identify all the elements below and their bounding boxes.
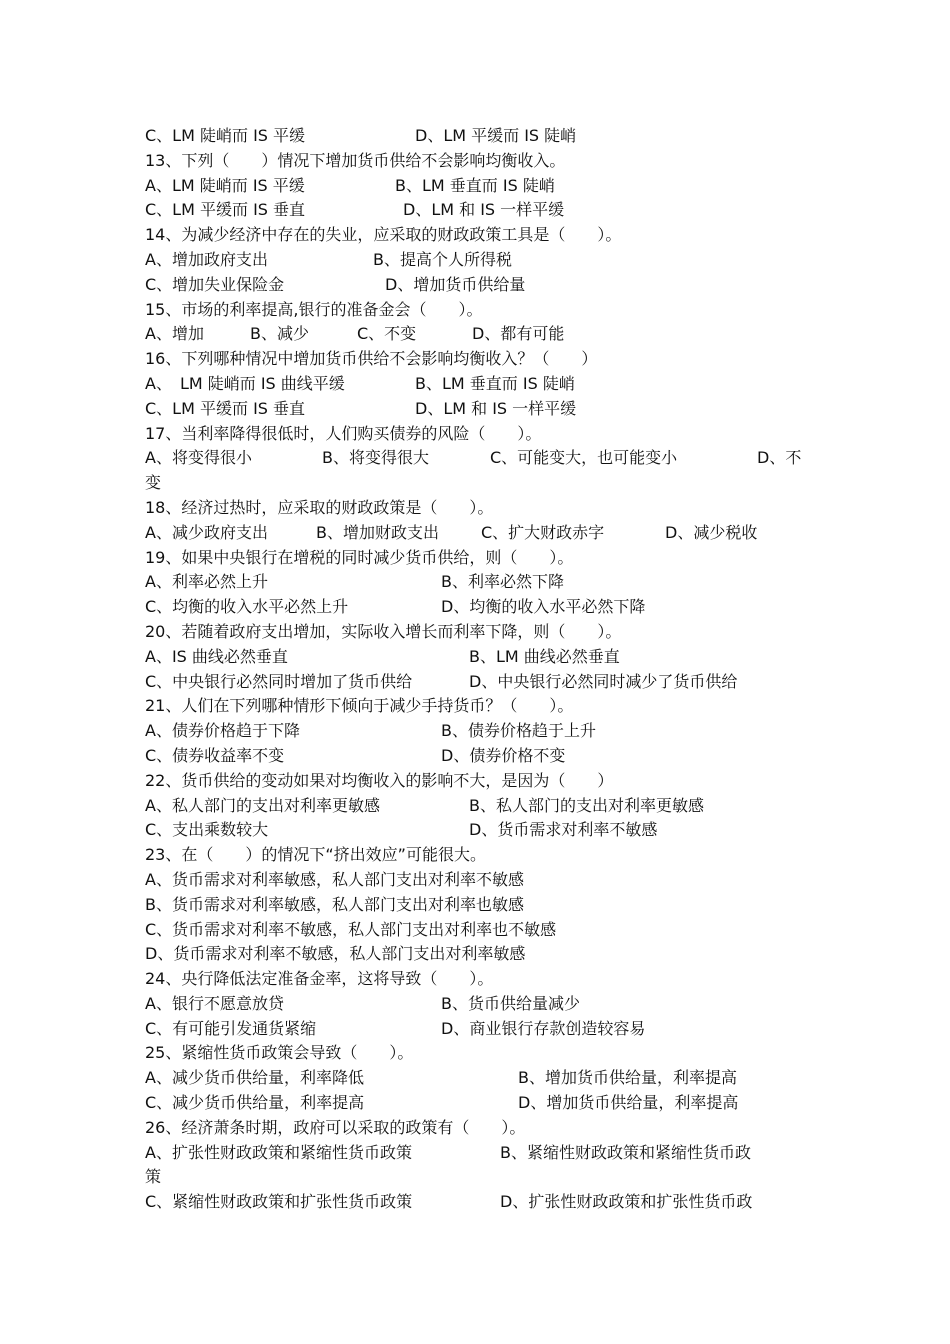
option-text: B、LM 曲线必然垂直 xyxy=(469,646,620,666)
question-text: 21、人们在下列哪种情形下倾向于减少手持货币？（ ）。 xyxy=(145,696,574,716)
question-text: 17、当利率降得很低时，人们购买债券的风险（ ）。 xyxy=(145,423,542,443)
option-text: A、减少货币供给量，利率降低 xyxy=(145,1068,364,1088)
text-line xyxy=(145,471,810,496)
question-text: 14、为减少经济中存在的失业，应采取的财政政策工具是（ ）。 xyxy=(145,225,622,245)
option-text: A、私人部门的支出对利率更敏感 xyxy=(145,795,380,815)
option-text: D、LM 平缓而 IS 陡峭 xyxy=(415,126,577,145)
question-text: 26、经济萧条时期，政府可以采取的政策有（ ）。 xyxy=(145,1117,526,1137)
option-text: A、 LM 陡峭而 IS 曲线平缓 xyxy=(145,373,345,393)
option-text: D、增加货币供给量，利率提高 xyxy=(518,1093,739,1113)
text-line xyxy=(145,595,810,620)
option-text: B、债券价格趋于上升 xyxy=(441,721,596,741)
option-text: A、银行不愿意放贷 xyxy=(145,993,284,1013)
option-text: C、LM 平缓而 IS 垂直 xyxy=(145,398,306,418)
option-text: A、利率必然上升 xyxy=(145,572,268,592)
text-line xyxy=(145,397,810,422)
option-text: C、均衡的收入水平必然上升 xyxy=(145,597,349,617)
option-text: C、扩大财政赤字 xyxy=(481,522,605,542)
option-text: A、债券价格趋于下降 xyxy=(145,721,300,741)
option-text: B、增加财政支出 xyxy=(316,522,439,542)
text-line xyxy=(145,1041,810,1066)
question-text: 22、货币供给的变动如果对均衡收入的影响不大，是因为（ ） xyxy=(145,770,614,790)
text-line xyxy=(145,843,810,868)
text-line xyxy=(145,124,810,149)
option-text: C、不变 xyxy=(357,324,417,344)
question-text: 策 xyxy=(145,1167,162,1187)
text-line xyxy=(145,322,810,347)
option-text: C、减少货币供给量，利率提高 xyxy=(145,1093,365,1113)
option-text: B、提高个人所得税 xyxy=(373,249,512,269)
text-line xyxy=(145,893,810,918)
option-text: C、增加失业保险金 xyxy=(145,274,285,294)
question-text: B、货币需求对利率敏感，私人部门支出对利率也敏感 xyxy=(145,894,524,914)
text-line xyxy=(145,1066,810,1091)
option-text: C、LM 陡峭而 IS 平缓 xyxy=(145,126,306,145)
text-line xyxy=(145,620,810,645)
option-text: C、支出乘数较大 xyxy=(145,820,269,840)
text-line xyxy=(145,496,810,521)
option-text: A、增加政府支出 xyxy=(145,249,268,269)
question-text: 13、下列（ ）情况下增加货币供给不会影响均衡收入。 xyxy=(145,150,566,170)
question-text: D、货币需求对利率不敏感，私人部门支出对利率敏感 xyxy=(145,944,526,964)
option-text: D、减少税收 xyxy=(665,522,758,542)
question-text: 25、紧缩性货币政策会导致（ ）。 xyxy=(145,1043,414,1063)
option-text: C、债券收益率不变 xyxy=(145,745,285,765)
text-line xyxy=(145,521,810,546)
text-line xyxy=(145,298,810,323)
text-line xyxy=(145,546,810,571)
question-text: 23、在（ ）的情况下“挤出效应”可能很大。 xyxy=(145,845,486,865)
option-text: C、紧缩性财政政策和扩张性货币政策 xyxy=(145,1192,413,1212)
question-text: A、货币需求对利率敏感，私人部门支出对利率不敏感 xyxy=(145,869,524,889)
option-text: B、紧缩性财政政策和紧缩性货币政 xyxy=(500,1142,751,1162)
text-line xyxy=(145,422,810,447)
option-text: D、货币需求对利率不敏感 xyxy=(469,820,658,840)
text-line xyxy=(145,372,810,397)
text-line xyxy=(145,918,810,943)
option-text: A、IS 曲线必然垂直 xyxy=(145,646,288,666)
text-line xyxy=(145,446,810,471)
option-text: A、减少政府支出 xyxy=(145,522,268,542)
option-text: D、扩张性财政政策和扩张性货币政 xyxy=(500,1192,753,1212)
question-text: 18、经济过热时，应采取的财政政策是（ ）。 xyxy=(145,497,494,517)
option-text: B、减少 xyxy=(250,324,309,344)
question-text: 16、下列哪种情况中增加货币供给不会影响均衡收入？（ ） xyxy=(145,349,598,369)
question-text: 19、如果中央银行在增税的同时减少货币供给，则（ ）。 xyxy=(145,547,574,567)
text-line xyxy=(145,744,810,769)
option-text: D、债券价格不变 xyxy=(441,745,566,765)
text-line xyxy=(145,248,810,273)
text-line xyxy=(145,694,810,719)
text-line xyxy=(145,1116,810,1141)
text-line xyxy=(145,347,810,372)
text-line xyxy=(145,868,810,893)
text-line xyxy=(145,818,810,843)
text-line xyxy=(145,1141,810,1166)
option-text: B、利率必然下降 xyxy=(441,572,564,592)
option-text: B、将变得很大 xyxy=(322,448,429,468)
text-line xyxy=(145,174,810,199)
text-line xyxy=(145,645,810,670)
option-text: B、私人部门的支出对利率更敏感 xyxy=(469,795,704,815)
text-line xyxy=(145,570,810,595)
text-line xyxy=(145,223,810,248)
text-line xyxy=(145,942,810,967)
option-text: D、LM 和 IS 一样平缓 xyxy=(403,200,565,220)
question-text: C、货币需求对利率不敏感，私人部门支出对利率也不敏感 xyxy=(145,919,557,939)
text-line xyxy=(145,149,810,174)
question-text: 24、央行降低法定准备金率，这将导致（ ）。 xyxy=(145,969,494,989)
text-line xyxy=(145,992,810,1017)
text-line xyxy=(145,273,810,298)
option-text: D、LM 和 IS 一样平缓 xyxy=(415,398,577,418)
text-line xyxy=(145,1017,810,1042)
text-line xyxy=(145,769,810,794)
text-line xyxy=(145,670,810,695)
option-text: B、LM 垂直而 IS 陡峭 xyxy=(415,373,575,393)
option-text: D、商业银行存款创造较容易 xyxy=(441,1018,646,1038)
text-line xyxy=(145,1190,810,1215)
option-text: B、LM 垂直而 IS 陡峭 xyxy=(395,175,555,195)
question-list xyxy=(145,124,810,1215)
option-text: C、LM 平缓而 IS 垂直 xyxy=(145,200,306,220)
option-text: A、增加 xyxy=(145,324,204,344)
option-text: C、中央银行必然同时增加了货币供给 xyxy=(145,671,413,691)
question-text: 20、若随着政府支出增加，实际收入增长而利率下降，则（ ）。 xyxy=(145,621,622,641)
question-text: 15、市场的利率提高,银行的准备金会（ ）。 xyxy=(145,299,483,319)
option-text: B、增加货币供给量，利率提高 xyxy=(518,1068,737,1088)
option-text: B、货币供给量减少 xyxy=(441,993,580,1013)
option-text: D、不 xyxy=(757,448,802,468)
option-text: A、LM 陡峭而 IS 平缓 xyxy=(145,175,305,195)
text-line xyxy=(145,967,810,992)
text-line xyxy=(145,198,810,223)
text-line xyxy=(145,794,810,819)
option-text: D、中央银行必然同时减少了货币供给 xyxy=(469,671,738,691)
text-line xyxy=(145,719,810,744)
option-text: D、均衡的收入水平必然下降 xyxy=(441,597,646,617)
text-line xyxy=(145,1091,810,1116)
question-text: 变 xyxy=(145,473,162,493)
option-text: A、将变得很小 xyxy=(145,448,252,468)
option-text: A、扩张性财政政策和紧缩性货币政策 xyxy=(145,1142,412,1162)
option-text: D、增加货币供给量 xyxy=(385,274,526,294)
option-text: D、都有可能 xyxy=(472,324,565,344)
option-text: C、可能变大，也可能变小 xyxy=(490,448,678,468)
text-line xyxy=(145,1165,810,1190)
option-text: C、有可能引发通货紧缩 xyxy=(145,1018,317,1038)
